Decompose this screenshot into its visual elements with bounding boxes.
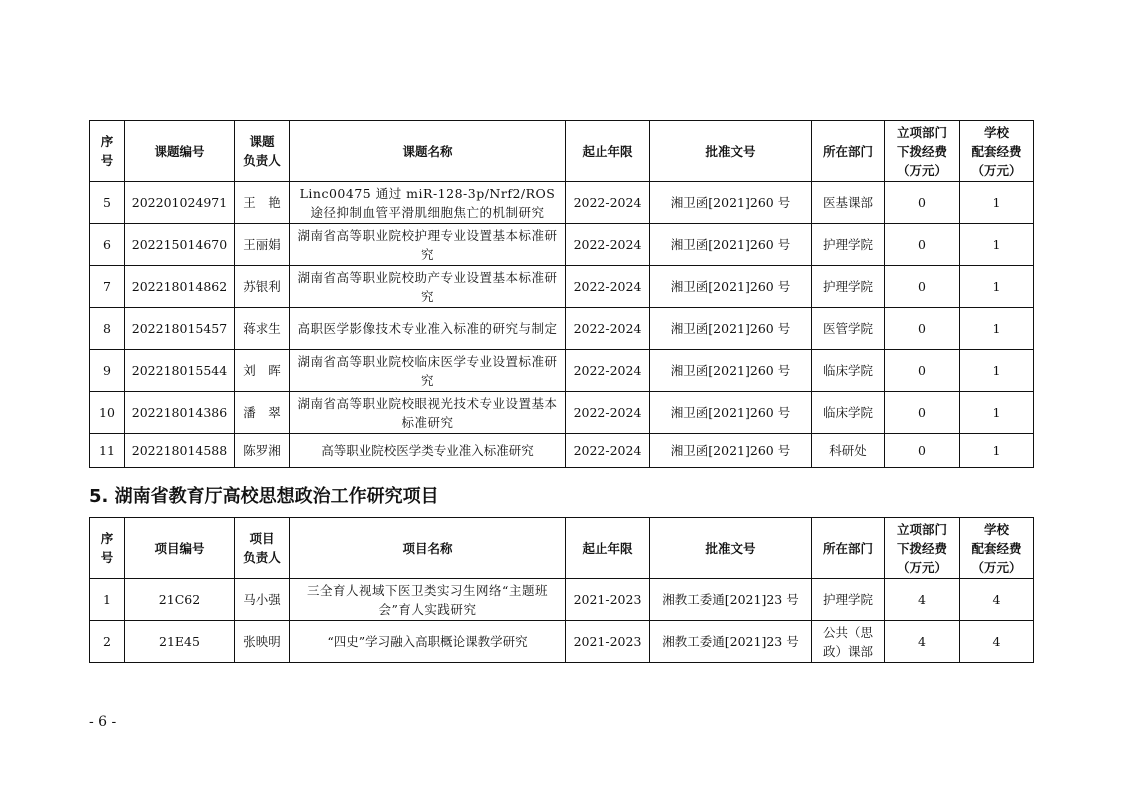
cell-matching: 1: [960, 434, 1034, 468]
cell-allocated: 0: [885, 182, 960, 224]
table-row: [90, 266, 1034, 308]
cell-department: 医基课部: [812, 182, 885, 224]
cell-leader: 张映明: [235, 621, 290, 663]
cell-name: 湖南省高等职业院校眼视光技术专业设置基本标准研究: [290, 392, 566, 434]
cell-department: 护理学院: [812, 579, 885, 621]
cell-approval: 湘教工委通[2021]23 号: [650, 621, 812, 663]
cell-serial: 9: [90, 350, 125, 392]
funding-table-ideology-projects: [89, 517, 1034, 663]
cell-serial: 11: [90, 434, 125, 468]
cell-leader: 蒋求生: [235, 308, 290, 350]
cell-allocated: 4: [885, 621, 960, 663]
cell-allocated: 0: [885, 434, 960, 468]
cell-leader: 王 艳: [235, 182, 290, 224]
section-title: 5. 湖南省教育厅高校思想政治工作研究项目: [89, 486, 439, 507]
cell-serial: 10: [90, 392, 125, 434]
cell-leader: 马小强: [235, 579, 290, 621]
header-period: 起止年限: [566, 121, 650, 182]
cell-allocated: 0: [885, 266, 960, 308]
cell-serial: 2: [90, 621, 125, 663]
header-project-name: 课题名称: [290, 121, 566, 182]
cell-leader: 苏银利: [235, 266, 290, 308]
header-leader: 课题 负责人: [235, 121, 290, 182]
cell-code: 202218014386: [125, 392, 235, 434]
cell-code: 202218015544: [125, 350, 235, 392]
cell-code: 202215014670: [125, 224, 235, 266]
header-project-code: 课题编号: [125, 121, 235, 182]
funding-table-health-projects: [89, 120, 1034, 468]
cell-approval: 湘卫函[2021]260 号: [650, 434, 812, 468]
cell-department: 公共（思政）课部: [812, 621, 885, 663]
cell-serial: 7: [90, 266, 125, 308]
table-row: [90, 434, 1034, 468]
cell-matching: 4: [960, 579, 1034, 621]
header-matching-fund: 学校 配套经费 （万元）: [960, 518, 1034, 579]
header-approval-no: 批准文号: [650, 121, 812, 182]
cell-code: 21C62: [125, 579, 235, 621]
cell-matching: 1: [960, 350, 1034, 392]
table-row: [90, 621, 1034, 663]
header-allocated-fund: 立项部门 下拨经费 （万元）: [885, 121, 960, 182]
cell-matching: 4: [960, 621, 1034, 663]
cell-department: 护理学院: [812, 266, 885, 308]
header-approval-no: 批准文号: [650, 518, 812, 579]
cell-name: 湖南省高等职业院校临床医学专业设置标准研究: [290, 350, 566, 392]
cell-leader: 潘 翠: [235, 392, 290, 434]
cell-department: 临床学院: [812, 350, 885, 392]
cell-department: 医管学院: [812, 308, 885, 350]
header-department: 所在部门: [812, 121, 885, 182]
page-number: - 6 -: [89, 714, 117, 730]
cell-allocated: 0: [885, 224, 960, 266]
cell-name: 湖南省高等职业院校护理专业设置基本标准研究: [290, 224, 566, 266]
header-period: 起止年限: [566, 518, 650, 579]
cell-matching: 1: [960, 392, 1034, 434]
cell-leader: 陈罗湘: [235, 434, 290, 468]
cell-allocated: 0: [885, 308, 960, 350]
header-serial: 序 号: [90, 518, 125, 579]
header-allocated-fund: 立项部门 下拨经费 （万元）: [885, 518, 960, 579]
header-project-code: 项目编号: [125, 518, 235, 579]
cell-department: 临床学院: [812, 392, 885, 434]
cell-approval: 湘卫函[2021]260 号: [650, 350, 812, 392]
cell-approval: 湘教工委通[2021]23 号: [650, 579, 812, 621]
header-serial: 序 号: [90, 121, 125, 182]
table-row: [90, 579, 1034, 621]
header-department: 所在部门: [812, 518, 885, 579]
cell-code: 21E45: [125, 621, 235, 663]
cell-matching: 1: [960, 182, 1034, 224]
cell-approval: 湘卫函[2021]260 号: [650, 266, 812, 308]
cell-code: 202218014588: [125, 434, 235, 468]
cell-allocated: 4: [885, 579, 960, 621]
cell-period: 2022-2024: [566, 266, 650, 308]
header-matching-fund: 学校 配套经费 （万元）: [960, 121, 1034, 182]
table-header-row: [90, 121, 1034, 182]
cell-period: 2021-2023: [566, 621, 650, 663]
cell-allocated: 0: [885, 392, 960, 434]
cell-name: 高等职业院校医学类专业准入标准研究: [290, 434, 566, 468]
cell-matching: 1: [960, 266, 1034, 308]
table-row: [90, 350, 1034, 392]
cell-serial: 8: [90, 308, 125, 350]
cell-period: 2022-2024: [566, 308, 650, 350]
cell-allocated: 0: [885, 350, 960, 392]
cell-approval: 湘卫函[2021]260 号: [650, 182, 812, 224]
cell-name: 三全育人视域下医卫类实习生网络“主题班会”育人实践研究: [290, 579, 566, 621]
cell-department: 科研处: [812, 434, 885, 468]
table-row: [90, 308, 1034, 350]
table-row: [90, 392, 1034, 434]
table-row: [90, 182, 1034, 224]
cell-serial: 6: [90, 224, 125, 266]
cell-approval: 湘卫函[2021]260 号: [650, 224, 812, 266]
cell-name: Linc00475 通过 miR-128-3p/Nrf2/ROS 途径抑制血管平滑肌细胞焦亡的机制研究: [290, 182, 566, 224]
cell-period: 2022-2024: [566, 350, 650, 392]
cell-leader: 王丽娟: [235, 224, 290, 266]
cell-period: 2022-2024: [566, 434, 650, 468]
cell-period: 2022-2024: [566, 224, 650, 266]
cell-name: 高职医学影像技术专业准入标准的研究与制定: [290, 308, 566, 350]
cell-code: 202201024971: [125, 182, 235, 224]
cell-department: 护理学院: [812, 224, 885, 266]
header-leader: 项目 负责人: [235, 518, 290, 579]
cell-period: 2022-2024: [566, 182, 650, 224]
cell-matching: 1: [960, 224, 1034, 266]
table-row: [90, 224, 1034, 266]
cell-code: 202218015457: [125, 308, 235, 350]
cell-serial: 1: [90, 579, 125, 621]
cell-leader: 刘 晖: [235, 350, 290, 392]
cell-code: 202218014862: [125, 266, 235, 308]
header-project-name: 项目名称: [290, 518, 566, 579]
cell-period: 2022-2024: [566, 392, 650, 434]
cell-matching: 1: [960, 308, 1034, 350]
cell-period: 2021-2023: [566, 579, 650, 621]
cell-serial: 5: [90, 182, 125, 224]
cell-name: 湖南省高等职业院校助产专业设置基本标准研究: [290, 266, 566, 308]
cell-approval: 湘卫函[2021]260 号: [650, 308, 812, 350]
cell-approval: 湘卫函[2021]260 号: [650, 392, 812, 434]
cell-name: “四史”学习融入高职概论课教学研究: [290, 621, 566, 663]
table-header-row: [90, 518, 1034, 579]
